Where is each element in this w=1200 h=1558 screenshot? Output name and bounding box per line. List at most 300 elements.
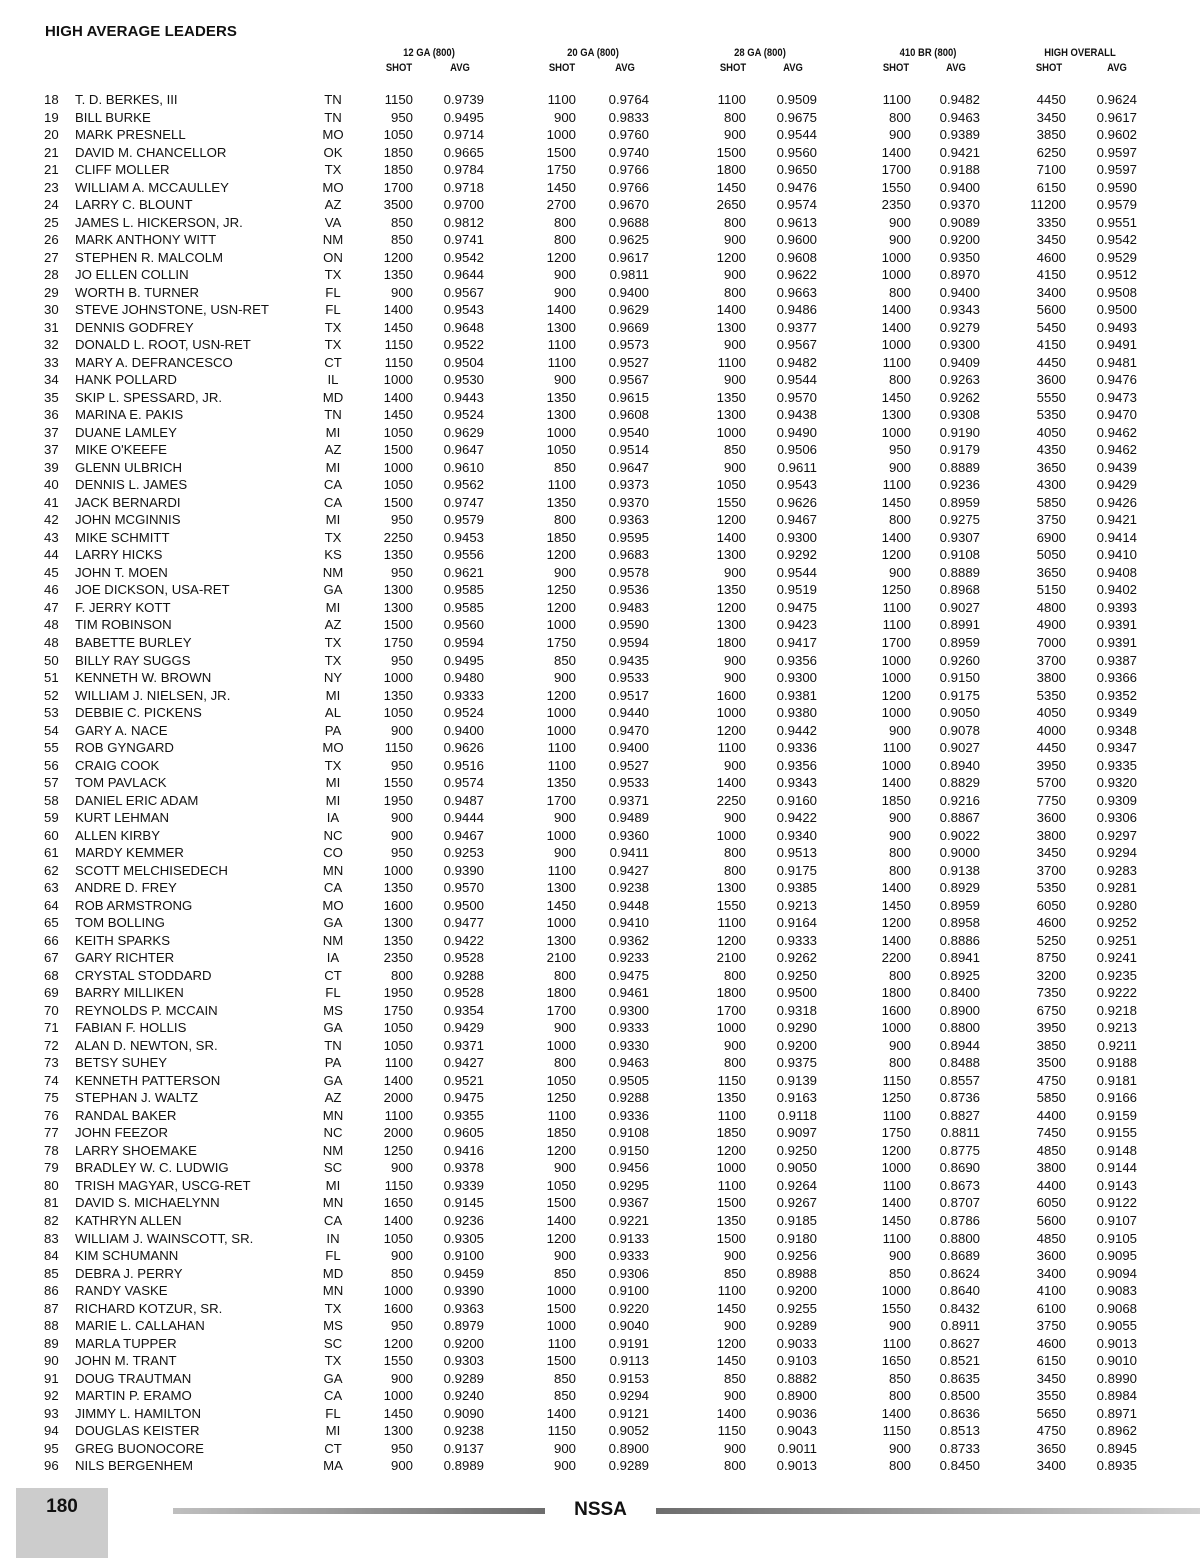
- shot-12ga-cell: 900: [390, 722, 413, 738]
- shot-12ga-cell: 1050: [383, 1037, 413, 1053]
- avg-overall-cell: 0.9235: [1096, 967, 1137, 983]
- avg-20ga-cell: 0.9363: [608, 512, 649, 528]
- avg-20ga-cell: 0.9567: [608, 372, 649, 388]
- table-row: [0, 652, 1200, 670]
- table-row: [0, 581, 1200, 599]
- shot-12ga-cell: 1000: [383, 1283, 413, 1299]
- shot-overall-cell: 6750: [1036, 1002, 1066, 1018]
- state-cell: CT: [324, 354, 342, 370]
- shot-28ga-cell: 1100: [717, 740, 746, 756]
- name-cell: JOHN MCGINNIS: [75, 512, 181, 528]
- shot-12ga-cell: 950: [390, 757, 413, 773]
- avg-410br-cell: 0.8786: [939, 1213, 980, 1228]
- avg-28ga-cell: 0.9256: [776, 1248, 817, 1264]
- shot-overall-cell: 3450: [1036, 232, 1066, 248]
- avg-12ga-cell: 0.9429: [443, 1020, 484, 1036]
- table-row: [0, 529, 1200, 547]
- shot-20ga-cell: 900: [553, 670, 576, 686]
- avg-410br-cell: 0.8707: [939, 1195, 980, 1211]
- avg-overall-cell: 0.9617: [1096, 109, 1137, 125]
- state-cell: FL: [325, 1248, 341, 1264]
- avg-28ga-cell: 0.8988: [776, 1265, 817, 1281]
- rank-cell: 76: [44, 1107, 59, 1123]
- shot-28ga-cell: 900: [723, 564, 746, 580]
- avg-12ga-cell: 0.9784: [443, 162, 484, 178]
- avg-12ga-cell: 0.9200: [443, 1335, 484, 1351]
- avg-overall-cell: 0.8935: [1096, 1458, 1137, 1474]
- avg-20ga-cell: 0.9121: [608, 1405, 649, 1421]
- shot-overall-cell: 3800: [1036, 1160, 1066, 1176]
- rank-cell: 59: [44, 810, 59, 826]
- shot-12ga-cell: 1150: [384, 92, 413, 107]
- shot-410br-cell: 900: [888, 827, 911, 843]
- shot-overall-cell: 6250: [1036, 144, 1066, 160]
- shot-410br-cell: 900: [888, 722, 911, 738]
- state-cell: CT: [324, 967, 342, 983]
- table-row: [0, 669, 1200, 687]
- shot-overall-cell: 3600: [1036, 1248, 1066, 1264]
- shot-overall-cell: 4450: [1036, 92, 1066, 107]
- shot-overall-cell: 4900: [1036, 617, 1066, 633]
- shot-410br-cell: 800: [888, 372, 911, 388]
- avg-410br-cell: 0.8958: [939, 915, 980, 931]
- name-cell: ANDRE D. FREY: [75, 880, 177, 896]
- avg-410br-cell: 0.8800: [939, 1230, 980, 1246]
- avg-12ga-cell: 0.9524: [443, 705, 484, 721]
- avg-overall-cell: 0.9470: [1096, 407, 1137, 423]
- name-cell: TIM ROBINSON: [75, 617, 172, 633]
- name-cell: GARY RICHTER: [75, 950, 175, 966]
- avg-overall-cell: 0.9529: [1096, 249, 1137, 265]
- shot-overall-cell: 5650: [1036, 1405, 1066, 1421]
- state-cell: TN: [324, 1037, 342, 1053]
- name-cell: WILLIAM A. MCCAULLEY: [75, 179, 229, 195]
- table-row: [0, 1457, 1200, 1475]
- name-cell: BILLY RAY SUGGS: [75, 652, 191, 668]
- shot-20ga-cell: 1000: [546, 127, 576, 143]
- shot-28ga-cell: 1000: [716, 827, 746, 843]
- name-cell: NILS BERGENHEM: [75, 1458, 193, 1474]
- avg-overall-cell: 0.9602: [1096, 127, 1137, 143]
- avg-12ga-cell: 0.9528: [443, 985, 484, 1001]
- avg-12ga-cell: 0.9570: [443, 880, 484, 896]
- shot-28ga-cell: 850: [723, 1370, 746, 1386]
- avg-410br-cell: 0.8911: [940, 1318, 980, 1334]
- avg-410br-cell: 0.8900: [939, 1002, 980, 1018]
- state-cell: MI: [325, 512, 341, 528]
- avg-20ga-cell: 0.9615: [608, 389, 649, 405]
- shot-12ga-cell: 2350: [383, 950, 413, 966]
- table-row: [0, 1387, 1200, 1405]
- shot-410br-cell: 1000: [881, 267, 911, 283]
- name-cell: MARK ANTHONY WITT: [75, 232, 217, 248]
- avg-20ga-cell: 0.9330: [608, 1037, 649, 1053]
- shot-28ga-cell: 1200: [716, 1142, 746, 1158]
- avg-20ga-cell: 0.9811: [609, 267, 649, 283]
- shot-12ga-cell: 1300: [383, 582, 413, 598]
- shot-overall-cell: 3500: [1036, 1055, 1066, 1071]
- shot-410br-cell: 1000: [881, 1283, 911, 1299]
- table-row: [0, 249, 1200, 267]
- state-cell: NM: [322, 932, 344, 948]
- shot-28ga-cell: 1050: [716, 477, 746, 493]
- shot-28ga-cell: 1000: [716, 705, 746, 721]
- table-row: [0, 1054, 1200, 1072]
- table-row: [0, 599, 1200, 617]
- avg-28ga-cell: 0.9118: [777, 1107, 817, 1123]
- shot-overall-cell: 3400: [1036, 1458, 1066, 1474]
- shot-28ga-cell: 1000: [716, 424, 746, 440]
- avg-20ga-cell: 0.9683: [608, 547, 649, 563]
- name-cell: LARRY C. BLOUNT: [75, 197, 193, 213]
- shot-410br-cell: 1400: [881, 144, 911, 160]
- shot-410br-cell: 1400: [881, 1405, 911, 1421]
- name-cell: DEBRA J. PERRY: [75, 1265, 183, 1281]
- shot-20ga-cell: 900: [553, 564, 576, 580]
- rank-cell: 64: [44, 897, 59, 913]
- avg-20ga-cell: 0.9470: [608, 722, 649, 738]
- footer-rule-right: [656, 1508, 1200, 1514]
- footer-rule-left: [173, 1508, 545, 1514]
- shot-12ga-cell: 2000: [383, 1125, 413, 1141]
- shot-12ga-cell: 1300: [383, 1423, 413, 1439]
- avg-410br-cell: 0.8889: [939, 459, 980, 475]
- name-cell: JOHN FEEZOR: [75, 1125, 169, 1141]
- avg-410br-cell: 0.9370: [939, 197, 980, 213]
- table-row: [0, 792, 1200, 810]
- subheader-shot-410br: SHOT: [882, 62, 910, 74]
- avg-12ga-cell: 0.9477: [443, 915, 484, 931]
- avg-20ga-cell: 0.9288: [608, 1090, 649, 1106]
- state-cell: OK: [323, 144, 343, 160]
- avg-12ga-cell: 0.9495: [443, 652, 484, 668]
- shot-12ga-cell: 900: [390, 1370, 413, 1386]
- shot-overall-cell: 3400: [1036, 1265, 1066, 1281]
- shot-12ga-cell: 1650: [383, 1195, 413, 1211]
- avg-410br-cell: 0.8488: [939, 1055, 980, 1071]
- avg-28ga-cell: 0.9544: [776, 127, 817, 143]
- avg-28ga-cell: 0.9300: [776, 670, 817, 686]
- state-cell: TX: [324, 652, 342, 668]
- avg-410br-cell: 0.8941: [939, 950, 980, 966]
- table-row: [0, 879, 1200, 897]
- shot-12ga-cell: 1450: [383, 319, 413, 335]
- shot-20ga-cell: 1000: [546, 1283, 576, 1299]
- shot-410br-cell: 1100: [882, 1230, 911, 1246]
- shot-28ga-cell: 900: [723, 372, 746, 388]
- avg-28ga-cell: 0.9164: [776, 915, 817, 931]
- table-row: [0, 406, 1200, 424]
- avg-20ga-cell: 0.9669: [608, 319, 649, 335]
- shot-28ga-cell: 1500: [716, 1195, 746, 1211]
- avg-overall-cell: 0.9508: [1096, 284, 1137, 300]
- shot-28ga-cell: 1500: [716, 144, 746, 160]
- state-cell: TX: [324, 1353, 342, 1369]
- avg-28ga-cell: 0.9267: [776, 1195, 817, 1211]
- state-cell: CA: [323, 1388, 343, 1404]
- avg-20ga-cell: 0.9536: [608, 582, 649, 598]
- shot-20ga-cell: 1100: [547, 337, 576, 353]
- table-row: [0, 301, 1200, 319]
- avg-overall-cell: 0.9294: [1096, 845, 1137, 861]
- avg-12ga-cell: 0.9495: [443, 109, 484, 125]
- rank-cell: 45: [44, 564, 59, 580]
- state-cell: PA: [324, 1055, 342, 1071]
- shot-28ga-cell: 800: [723, 214, 746, 230]
- avg-20ga-cell: 0.9688: [608, 214, 649, 230]
- avg-28ga-cell: 0.9423: [776, 617, 817, 633]
- avg-overall-cell: 0.9188: [1096, 1055, 1137, 1071]
- avg-12ga-cell: 0.9355: [443, 1107, 484, 1123]
- rank-cell: 96: [44, 1458, 59, 1474]
- name-cell: STEPHEN R. MALCOLM: [75, 249, 224, 265]
- shot-12ga-cell: 1950: [383, 985, 413, 1001]
- avg-12ga-cell: 0.9648: [443, 319, 484, 335]
- name-cell: DOUG TRAUTMAN: [75, 1370, 192, 1386]
- rank-cell: 81: [44, 1195, 59, 1211]
- shot-overall-cell: 4450: [1036, 354, 1066, 370]
- avg-overall-cell: 0.9414: [1096, 529, 1137, 545]
- rank-cell: 29: [44, 284, 59, 300]
- avg-12ga-cell: 0.9378: [443, 1160, 484, 1176]
- state-cell: MO: [322, 179, 344, 195]
- avg-20ga-cell: 0.9400: [608, 284, 649, 300]
- avg-20ga-cell: 0.9191: [608, 1335, 649, 1351]
- shot-410br-cell: 900: [888, 1318, 911, 1334]
- avg-12ga-cell: 0.9500: [443, 897, 484, 913]
- shot-410br-cell: 1200: [881, 687, 911, 703]
- shot-overall-cell: 5600: [1036, 302, 1066, 318]
- shot-12ga-cell: 850: [390, 1265, 413, 1281]
- table-row: [0, 967, 1200, 985]
- name-cell: HANK POLLARD: [75, 372, 177, 388]
- avg-20ga-cell: 0.9300: [608, 1002, 649, 1018]
- shot-20ga-cell: 1800: [546, 985, 576, 1001]
- avg-overall-cell: 0.8962: [1096, 1423, 1137, 1439]
- avg-28ga-cell: 0.8900: [776, 1388, 817, 1404]
- shot-12ga-cell: 1000: [383, 372, 413, 388]
- name-cell: T. D. BERKES, III: [75, 92, 178, 107]
- avg-overall-cell: 0.9280: [1096, 897, 1137, 913]
- avg-28ga-cell: 0.9613: [776, 214, 817, 230]
- table-row: [0, 757, 1200, 775]
- shot-12ga-cell: 900: [390, 1248, 413, 1264]
- avg-20ga-cell: 0.9766: [608, 162, 649, 178]
- shot-12ga-cell: 1000: [383, 862, 413, 878]
- name-cell: MARY A. DEFRANCESCO: [75, 354, 233, 370]
- table-row: [0, 844, 1200, 862]
- avg-overall-cell: 0.9491: [1096, 337, 1137, 353]
- avg-12ga-cell: 0.9605: [443, 1125, 484, 1141]
- avg-410br-cell: 0.9421: [939, 144, 980, 160]
- avg-28ga-cell: 0.9417: [776, 634, 817, 650]
- avg-overall-cell: 0.9309: [1096, 792, 1137, 808]
- state-cell: MN: [322, 1195, 344, 1211]
- rank-cell: 46: [44, 582, 59, 598]
- shot-410br-cell: 1650: [881, 1353, 911, 1369]
- state-cell: MI: [325, 775, 341, 791]
- avg-410br-cell: 0.9108: [939, 547, 980, 563]
- avg-28ga-cell: 0.9185: [776, 1213, 817, 1228]
- shot-overall-cell: 3700: [1036, 652, 1066, 668]
- table-row: [0, 827, 1200, 845]
- name-cell: DOUGLAS KEISTER: [75, 1423, 200, 1439]
- rank-cell: 32: [44, 337, 59, 353]
- rank-cell: 78: [44, 1142, 59, 1158]
- state-cell: FL: [325, 985, 341, 1001]
- shot-12ga-cell: 1450: [383, 407, 413, 423]
- rank-cell: 71: [44, 1020, 59, 1036]
- shot-12ga-cell: 1350: [383, 880, 413, 896]
- shot-12ga-cell: 1200: [383, 1335, 413, 1351]
- avg-28ga-cell: 0.9050: [776, 1160, 817, 1176]
- shot-28ga-cell: 1400: [716, 529, 746, 545]
- table-row: [0, 1089, 1200, 1107]
- avg-overall-cell: 0.9010: [1096, 1353, 1137, 1369]
- avg-12ga-cell: 0.9339: [443, 1177, 484, 1193]
- state-cell: MI: [325, 1177, 341, 1193]
- avg-410br-cell: 0.9138: [939, 862, 980, 878]
- avg-410br-cell: 0.9400: [939, 284, 980, 300]
- avg-overall-cell: 0.9391: [1096, 617, 1137, 633]
- avg-410br-cell: 0.9350: [939, 249, 980, 265]
- shot-overall-cell: 4050: [1036, 705, 1066, 721]
- shot-12ga-cell: 1050: [383, 705, 413, 721]
- name-cell: KEITH SPARKS: [75, 932, 171, 948]
- table-row: [0, 1194, 1200, 1212]
- state-cell: TX: [324, 757, 342, 773]
- avg-410br-cell: 0.8775: [939, 1142, 980, 1158]
- avg-410br-cell: 0.9260: [939, 652, 980, 668]
- footer-brand: NSSA: [574, 1499, 627, 1520]
- shot-20ga-cell: 850: [553, 652, 576, 668]
- avg-28ga-cell: 0.9097: [776, 1125, 817, 1141]
- avg-overall-cell: 0.9387: [1096, 652, 1137, 668]
- avg-28ga-cell: 0.9103: [776, 1353, 817, 1369]
- name-cell: FABIAN F. HOLLIS: [75, 1020, 187, 1036]
- avg-12ga-cell: 0.9629: [443, 424, 484, 440]
- avg-overall-cell: 0.9349: [1096, 705, 1137, 721]
- name-cell: SCOTT MELCHISEDECH: [75, 862, 228, 878]
- rank-cell: 51: [44, 670, 59, 686]
- shot-28ga-cell: 1600: [716, 687, 746, 703]
- shot-12ga-cell: 1200: [383, 249, 413, 265]
- shot-28ga-cell: 1500: [716, 1230, 746, 1246]
- shot-28ga-cell: 900: [723, 810, 746, 826]
- shot-410br-cell: 1100: [882, 1335, 911, 1351]
- shot-28ga-cell: 1100: [717, 1283, 746, 1299]
- shot-overall-cell: 5850: [1036, 494, 1066, 510]
- avg-20ga-cell: 0.9100: [608, 1283, 649, 1299]
- shot-28ga-cell: 1800: [716, 634, 746, 650]
- shot-20ga-cell: 1300: [546, 932, 576, 948]
- state-cell: FL: [325, 302, 341, 318]
- avg-12ga-cell: 0.9475: [443, 1090, 484, 1106]
- shot-20ga-cell: 1050: [546, 442, 576, 458]
- shot-28ga-cell: 900: [723, 232, 746, 248]
- shot-overall-cell: 7100: [1036, 162, 1066, 178]
- avg-28ga-cell: 0.9509: [776, 92, 817, 107]
- avg-overall-cell: 0.9473: [1096, 389, 1137, 405]
- subheader-avg-12ga: AVG: [450, 62, 470, 74]
- shot-12ga-cell: 1600: [383, 1300, 413, 1316]
- shot-overall-cell: 4400: [1036, 1177, 1066, 1193]
- avg-12ga-cell: 0.9718: [443, 179, 484, 195]
- shot-20ga-cell: 1100: [547, 354, 576, 370]
- shot-410br-cell: 900: [888, 1440, 911, 1456]
- avg-410br-cell: 0.8811: [940, 1125, 980, 1141]
- avg-20ga-cell: 0.9740: [608, 144, 649, 160]
- avg-28ga-cell: 0.9340: [776, 827, 817, 843]
- shot-12ga-cell: 1350: [383, 687, 413, 703]
- shot-20ga-cell: 1700: [546, 1002, 576, 1018]
- shot-28ga-cell: 900: [723, 757, 746, 773]
- name-cell: RANDY VASKE: [75, 1283, 168, 1299]
- shot-20ga-cell: 1250: [546, 582, 576, 598]
- shot-12ga-cell: 1050: [383, 1230, 413, 1246]
- shot-overall-cell: 3600: [1036, 372, 1066, 388]
- table-row: [0, 354, 1200, 372]
- avg-28ga-cell: 0.9213: [776, 897, 817, 913]
- rank-cell: 48: [44, 634, 59, 650]
- shot-overall-cell: 7750: [1036, 792, 1066, 808]
- table-row: [0, 1177, 1200, 1195]
- table-row: [0, 179, 1200, 197]
- rank-cell: 54: [44, 722, 59, 738]
- rank-cell: 19: [44, 109, 59, 125]
- avg-28ga-cell: 0.9544: [776, 564, 817, 580]
- avg-12ga-cell: 0.9556: [443, 547, 484, 563]
- avg-410br-cell: 0.8867: [939, 810, 980, 826]
- shot-410br-cell: 1450: [881, 389, 911, 405]
- shot-28ga-cell: 1700: [716, 1002, 746, 1018]
- avg-overall-cell: 0.9095: [1096, 1248, 1137, 1264]
- shot-12ga-cell: 1850: [383, 162, 413, 178]
- avg-20ga-cell: 0.9475: [608, 967, 649, 983]
- name-cell: ALLEN KIRBY: [75, 827, 161, 843]
- rank-cell: 82: [44, 1213, 59, 1228]
- name-cell: RANDAL BAKER: [75, 1107, 177, 1123]
- avg-20ga-cell: 0.9463: [608, 1055, 649, 1071]
- avg-28ga-cell: 0.9442: [776, 722, 817, 738]
- rank-cell: 72: [44, 1037, 59, 1053]
- rank-cell: 91: [44, 1370, 59, 1386]
- shot-20ga-cell: 1300: [546, 880, 576, 896]
- shot-20ga-cell: 900: [553, 1160, 576, 1176]
- avg-overall-cell: 0.9107: [1096, 1213, 1137, 1228]
- shot-410br-cell: 1000: [881, 652, 911, 668]
- state-cell: MN: [322, 1283, 344, 1299]
- shot-20ga-cell: 850: [553, 1388, 576, 1404]
- avg-12ga-cell: 0.9647: [443, 442, 484, 458]
- avg-overall-cell: 0.8945: [1096, 1440, 1137, 1456]
- shot-12ga-cell: 900: [390, 827, 413, 843]
- avg-20ga-cell: 0.9306: [608, 1265, 649, 1281]
- avg-20ga-cell: 0.9221: [608, 1213, 649, 1228]
- table-row: [0, 371, 1200, 389]
- avg-overall-cell: 0.9094: [1096, 1265, 1137, 1281]
- avg-20ga-cell: 0.9760: [608, 127, 649, 143]
- state-cell: MA: [323, 1458, 343, 1474]
- shot-20ga-cell: 1750: [546, 162, 576, 178]
- shot-28ga-cell: 1200: [716, 722, 746, 738]
- avg-410br-cell: 0.8736: [939, 1090, 980, 1106]
- shot-12ga-cell: 1150: [384, 337, 413, 353]
- shot-20ga-cell: 1200: [546, 1230, 576, 1246]
- name-cell: GLENN ULBRICH: [75, 459, 182, 475]
- state-cell: SC: [323, 1160, 343, 1176]
- avg-410br-cell: 0.8929: [939, 880, 980, 896]
